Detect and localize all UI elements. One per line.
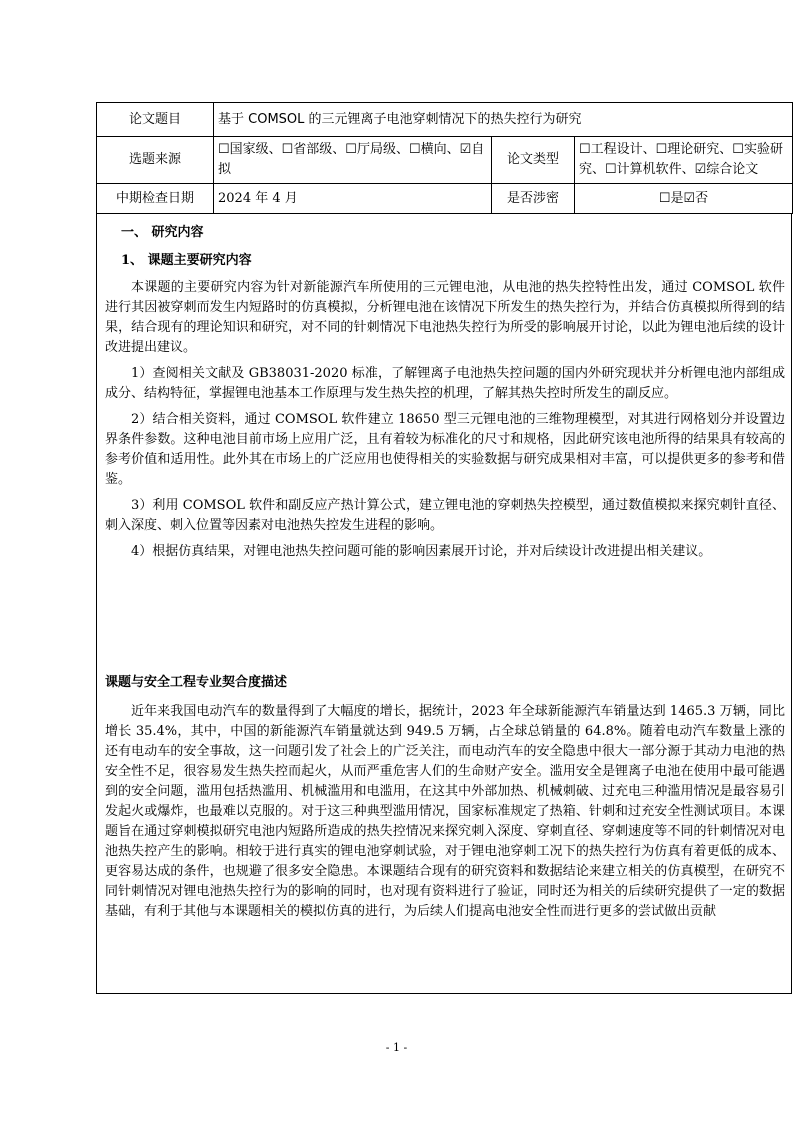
topic-source-value: ☐国家级、☐省部级、☐厅局级、☐横向、☑自拟	[214, 137, 492, 184]
thesis-title-label: 论文题目	[97, 103, 214, 137]
list-item: 1）查阅相关文献及 GB38031-2020 标准，了解锂离子电池热失控问题的国内外研究现状并分析锂电池内部组成成分、结构特征，掌握锂电池基本工作原理与发生热失控的机理，了解其热失控时所发生的副反应。	[105, 366, 785, 401]
table-row	[97, 137, 793, 184]
thesis-type-label: 论文类型	[492, 137, 575, 184]
thesis-title-value: 基于 COMSOL 的三元锂离子电池穿刺情况下的热失控行为研究	[214, 103, 793, 137]
list-item: 4）根据仿真结果，对锂电池热失控问题可能的影响因素展开讨论，并对后续设计改进提出相关建议。	[131, 544, 712, 559]
table-row	[97, 103, 793, 137]
thesis-type-value: ☐工程设计、☐理论研究、☐实验研究、☐计算机软件、☑综合论文	[575, 137, 793, 184]
info-table	[96, 102, 793, 214]
list-item: 3）利用 COMSOL 软件和副反应产热计算公式，建立锂电池的穿刺热失控模型，通过数值模拟来探究刺针直径、刺入深度、刺入位置等因素对电池热失控发生进程的影响。	[105, 498, 785, 533]
section2-heading: 课题与安全工程专业契合度描述	[105, 675, 288, 690]
content-box	[96, 214, 792, 994]
section2-paragraph: 近年来我国电动汽车的数量得到了大幅度的增长，据统计，2023 年全球新能源汽车销量达到 1465.3 万辆，同比增长 35.4%，其中，中国的新能源汽车销量就达到 949.5 万辆，占全球总销量的 64.8%。随着电动汽车数量上涨的还有电动车的安全事故，这一问题引发了社会上的广泛关注，而电动汽车的安全隐患中很大一部分源于其动力电池的热安全性不足，很容易发生热失控而起火，从而严重危害人们的生命财产安全。滥用安全是锂离子电池在使用中最可能遇到的安全问题，滥用包括热滥用、机械滥用和电滥用，在这其中外部加热、机械刺破、过充电三种滥用情况是最容易引发起火或爆炸，也最难以克服的。对于这三种典型滥用情况，国家标准规定了热箱、针刺和过充安全性测试项目。本课题旨在通过穿刺模拟研究电池内短路所造成的热失控情况来探究刺入深度、穿刺直径、穿刺速度等不同的针刺情况对电池热失控产生的影响。相较于进行真实的锂电池穿刺试验，对于锂电池穿刺工况下的热失控行为仿真有着更低的成本、更容易达成的条件，也规避了很多安全隐患。本课题结合现有的研究资料和数据结论来建立相关的仿真模型，在研究不同针刺情况对锂电池热失控行为的影响的同时，也对现有资料进行了验证，同时还为相关的后续研究提供了一定的数据基础，有利于其他与本课题相关的模拟仿真的进行，为后续人们提高电池安全性而进行更多的尝试做出贡献	[105, 704, 785, 919]
document-page	[96, 102, 792, 994]
midterm-date-value: 2024 年 4 月	[214, 184, 492, 214]
confidential-value: ☐是☑否	[575, 184, 793, 214]
subsection-heading: 1、 课题主要研究内容	[121, 253, 252, 268]
list-item: 2）结合相关资料，通过 COMSOL 软件建立 18650 型三元锂电池的三维物理模型，对其进行网格划分并设置边界条件参数。这种电池目前市场上应用广泛，且有着较为标准化的尺寸和规格，因此研究该电池所得的结果具有较高的参考价值和适用性。此外其在市场上的广泛应用也使得相关的实验数据与研究成果相对丰富，可以提供更多的参考和借鉴。	[105, 412, 785, 487]
intro-paragraph: 本课题的主要研究内容为针对新能源汽车所使用的三元锂电池，从电池的热失控特性出发，通过 COMSOL 软件进行其因被穿刺而发生内短路时的仿真模拟，分析锂电池在该情况下所发生的热失控行为，并结合仿真模拟所得到的结果，结合现有的理论知识和研究，对不同的针刺情况下电池热失控行为所受的影响展开讨论，以此为锂电池后续的设计改进提出建议。	[105, 280, 785, 355]
page-number: - 1 -	[385, 1041, 408, 1054]
topic-source-label: 选题来源	[97, 137, 214, 184]
section-heading: 一、 研究内容	[121, 225, 204, 240]
midterm-date-label: 中期检查日期	[97, 184, 214, 214]
confidential-label: 是否涉密	[492, 184, 575, 214]
table-row	[97, 184, 793, 214]
content-area	[105, 222, 785, 919]
